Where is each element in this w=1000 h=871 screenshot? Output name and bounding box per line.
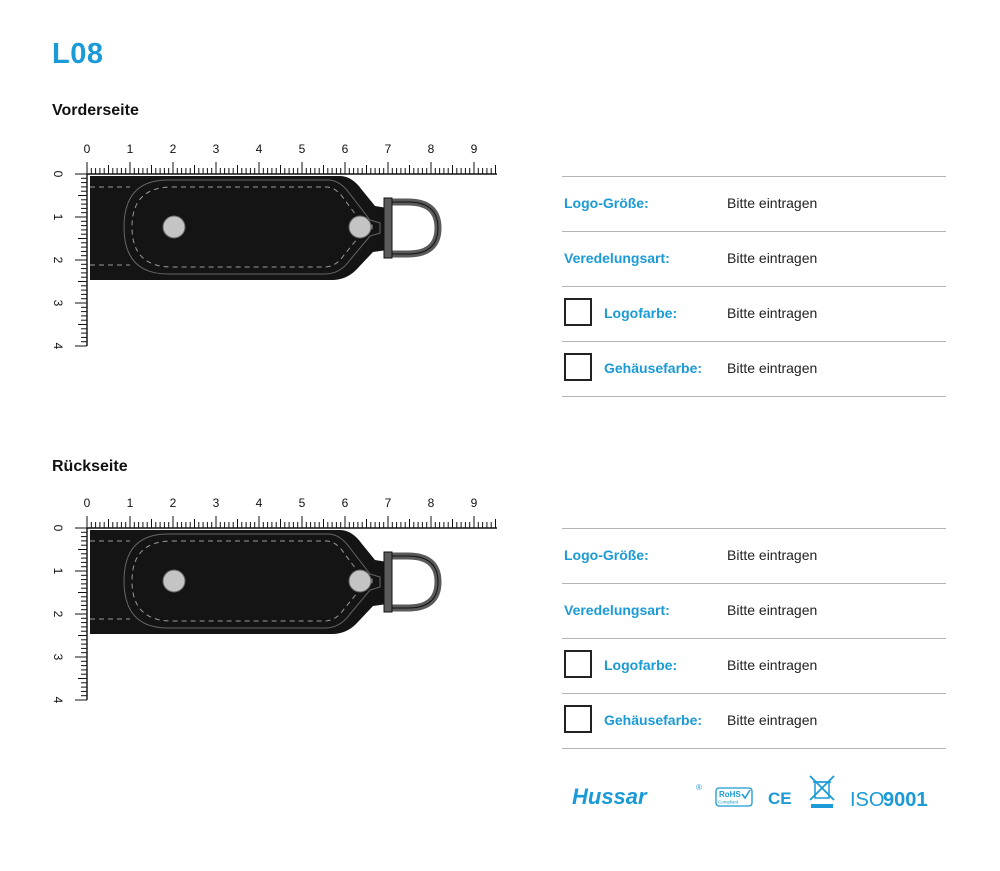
ruler-tick-label: 6 [341, 496, 349, 510]
registered-mark: ® [696, 783, 702, 792]
weee-bin-icon [810, 776, 834, 808]
horizontal-ruler [84, 142, 497, 174]
rohs-logo [716, 788, 752, 806]
usb-drawing-svg [40, 128, 510, 358]
rivet-icon [163, 570, 185, 592]
color-swatch-checkbox[interactable] [564, 353, 592, 381]
ruler-tick-label: 5 [298, 496, 306, 510]
spec-value-field[interactable]: Bitte eintragen [727, 360, 818, 376]
rivet-icon [349, 570, 371, 592]
rohs-compliant-text: Compliant [718, 799, 739, 805]
spec-value-field[interactable]: Bitte eintragen [727, 602, 818, 618]
ruler-tick-label: 3 [212, 496, 220, 510]
spec-row [562, 693, 946, 749]
spec-row [562, 231, 946, 286]
ruler-tick-label: 2 [51, 256, 65, 264]
back-section-label: Rückseite [52, 458, 128, 475]
front-drawing [40, 128, 510, 358]
spec-row [562, 528, 946, 583]
usb-leather-body [90, 176, 387, 280]
vertical-ruler [51, 525, 87, 704]
spec-label: Logo-Größe: [564, 195, 649, 211]
rohs-text: RoHS [719, 790, 741, 799]
spec-label: Logofarbe: [604, 657, 678, 673]
d-ring-icon [384, 552, 438, 612]
ruler-tick-label: 8 [427, 142, 435, 156]
spec-row [562, 176, 946, 231]
ruler-tick-label: 0 [83, 496, 91, 510]
d-ring-icon [384, 198, 438, 258]
iso-number: 9001 [883, 789, 928, 811]
ruler-tick-label: 0 [51, 170, 65, 178]
ruler-tick-label: 1 [126, 496, 134, 510]
spec-row [562, 638, 946, 693]
spec-label: Veredelungsart: [564, 250, 670, 266]
ruler-tick-label: 6 [341, 142, 349, 156]
iso-9001-logo [850, 789, 928, 811]
spec-label: Veredelungsart: [564, 602, 670, 618]
front-spec-table [562, 176, 946, 397]
ruler-tick-label: 0 [83, 142, 91, 156]
ruler-tick-label: 2 [51, 610, 65, 618]
vertical-ruler [51, 171, 87, 350]
ruler-tick-label: 3 [212, 142, 220, 156]
spec-value-field[interactable]: Bitte eintragen [727, 657, 818, 673]
horizontal-ruler [84, 496, 497, 528]
hussar-logo [572, 783, 702, 809]
iso-prefix: ISO [850, 789, 885, 811]
spec-value-field[interactable]: Bitte eintragen [727, 250, 818, 266]
spec-row [562, 583, 946, 638]
ruler-tick-label: 4 [255, 496, 263, 510]
ruler-tick-label: 9 [470, 496, 478, 510]
color-swatch-checkbox[interactable] [564, 650, 592, 678]
ruler-tick-label: 0 [51, 524, 65, 532]
spec-value-field[interactable]: Bitte eintragen [727, 712, 818, 728]
ruler-tick-label: 9 [470, 142, 478, 156]
ruler-tick-label: 2 [169, 142, 177, 156]
spec-label: Gehäusefarbe: [604, 712, 703, 728]
ruler-tick-label: 7 [384, 142, 392, 156]
color-swatch-checkbox[interactable] [564, 298, 592, 326]
ce-mark: CE [768, 789, 792, 808]
hussar-brand-text: Hussar [572, 784, 647, 809]
spec-label: Gehäusefarbe: [604, 360, 703, 376]
ruler-tick-label: 1 [126, 142, 134, 156]
spec-row [562, 341, 946, 397]
ruler-tick-label: 7 [384, 496, 392, 510]
rivet-icon [349, 216, 371, 238]
spec-label: Logofarbe: [604, 305, 678, 321]
usb-drawing-svg [40, 482, 510, 712]
ruler-tick-label: 3 [51, 299, 65, 307]
spec-label: Logo-Größe: [564, 547, 649, 563]
rivet-icon [163, 216, 185, 238]
ruler-tick-label: 4 [51, 696, 65, 704]
color-swatch-checkbox[interactable] [564, 705, 592, 733]
back-spec-table [562, 528, 946, 749]
product-code: L08 [52, 38, 104, 70]
ruler-tick-label: 5 [298, 142, 306, 156]
spec-value-field[interactable]: Bitte eintragen [727, 195, 818, 211]
spec-value-field[interactable]: Bitte eintragen [727, 305, 818, 321]
ruler-tick-label: 4 [51, 342, 65, 350]
ruler-tick-label: 1 [51, 567, 65, 575]
ruler-tick-label: 3 [51, 653, 65, 661]
back-drawing [40, 482, 510, 712]
usb-leather-body [90, 530, 387, 634]
ruler-tick-label: 1 [51, 213, 65, 221]
spec-value-field[interactable]: Bitte eintragen [727, 547, 818, 563]
ruler-tick-label: 2 [169, 496, 177, 510]
ruler-tick-label: 4 [255, 142, 263, 156]
spec-row [562, 286, 946, 341]
front-section-label: Vorderseite [52, 102, 139, 119]
certification-footer [570, 772, 950, 822]
ruler-tick-label: 8 [427, 496, 435, 510]
